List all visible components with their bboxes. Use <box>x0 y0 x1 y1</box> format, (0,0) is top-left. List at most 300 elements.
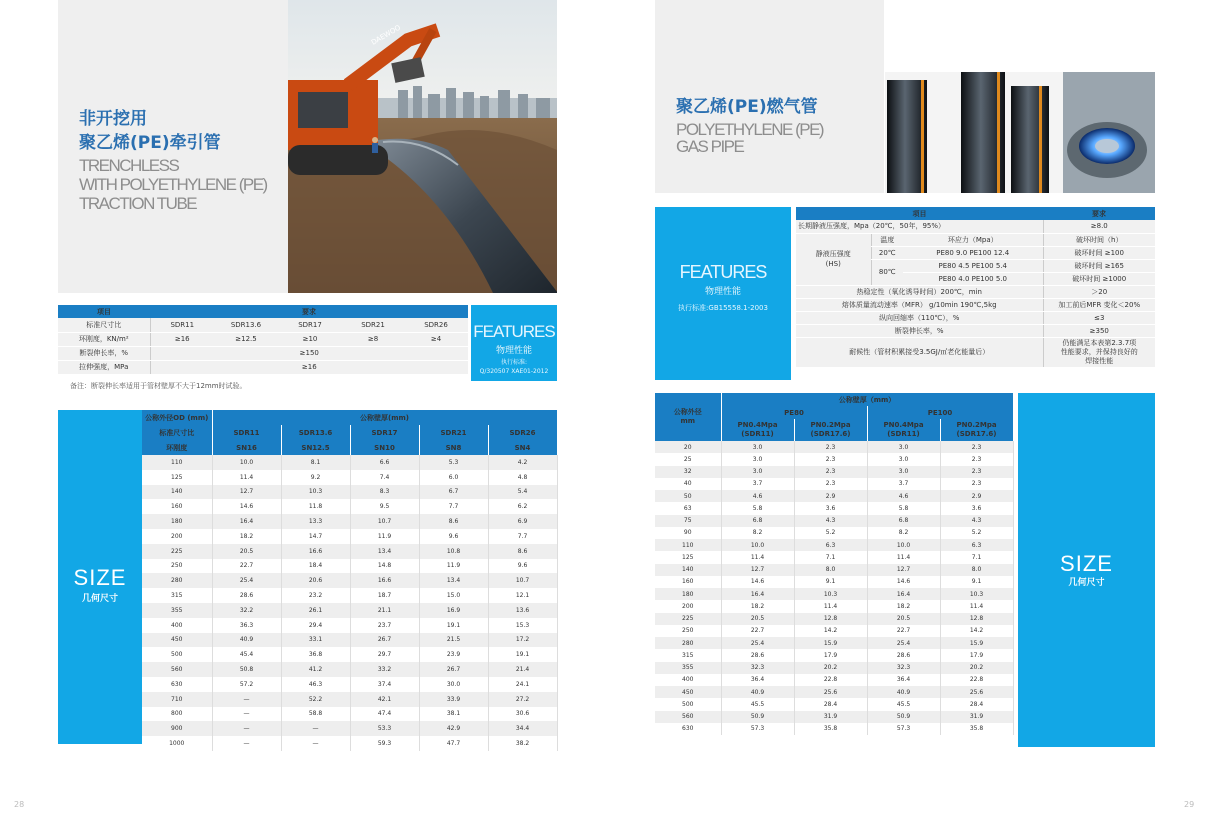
left-size-table-cell: 11.4 <box>212 470 281 485</box>
right-size-table-cell: 28.4 <box>940 698 1013 710</box>
left-size-table-row <box>142 662 557 677</box>
left-size-table-cell: 26.7 <box>419 662 488 677</box>
left-size-table-row <box>142 721 557 736</box>
left-size-table-cell: 15.0 <box>419 588 488 603</box>
right-size-sub <box>940 419 1013 441</box>
right-size-pe80: PE80 <box>721 406 867 419</box>
right-size-table-cell: 12.7 <box>867 564 940 576</box>
right-size-table-row <box>655 539 1013 551</box>
left-size-sn: SN8 <box>419 440 488 455</box>
right-size-table-row <box>655 441 1013 453</box>
right-size-table-cell: 280 <box>655 637 721 649</box>
right-feat-value: ≥8.0 <box>1043 220 1155 233</box>
left-size-table-row <box>142 485 557 500</box>
right-size-table-cell: 22.8 <box>794 674 867 686</box>
right-size-table-cell: 6.3 <box>794 539 867 551</box>
left-size-sn: SN4 <box>488 440 557 455</box>
right-feat-label: 断裂伸长率，% <box>796 324 1043 337</box>
right-size-table-cell: 4.3 <box>794 515 867 527</box>
right-size-table-cell: 40.9 <box>867 686 940 698</box>
right-size-sub-sdr: (SDR17.6) <box>956 430 997 438</box>
right-size-table-row <box>655 711 1013 723</box>
left-size-table-cell: 26.7 <box>350 633 419 648</box>
left-size-table-cell: 15.3 <box>488 618 557 633</box>
left-size-table-cell: 9.2 <box>281 470 350 485</box>
left-size-table-cell: 6.2 <box>488 499 557 514</box>
right-feat-t20: 20℃ <box>871 246 903 259</box>
right-feat-value: ≤3 <box>1043 311 1155 324</box>
left-size-sdr: SDR26 <box>488 425 557 440</box>
right-size-table-cell: 57.3 <box>721 723 794 735</box>
right-size-table-row <box>655 453 1013 465</box>
right-size-table-cell: 250 <box>655 625 721 637</box>
left-size-body <box>142 455 557 751</box>
left-title-en-3: TRACTION TUBE <box>79 194 197 213</box>
right-size-table-cell: 32.3 <box>721 662 794 674</box>
right-size-table-row <box>655 637 1013 649</box>
right-size-sub <box>794 419 867 441</box>
right-size-table-cell: 22.7 <box>867 625 940 637</box>
left-size-table-cell: 47.7 <box>419 736 488 751</box>
right-size-table-row <box>655 588 1013 600</box>
right-size-table-cell: 50 <box>655 490 721 502</box>
left-features-subtitle: 物理性能 <box>495 346 532 356</box>
left-size-table-cell: 22.7 <box>212 559 281 574</box>
right-size-table-cell: 10.3 <box>794 588 867 600</box>
left-size-title: SIZE <box>73 565 127 590</box>
right-feat-hs-label <box>796 233 871 285</box>
right-size-table-cell: 11.4 <box>794 600 867 612</box>
left-size-sdr: SDR11 <box>212 425 281 440</box>
left-title-cn-1: 非开挖用 <box>79 109 147 129</box>
left-size-table-cell: 13.4 <box>419 573 488 588</box>
left-page-number: 28 <box>14 800 25 809</box>
right-feat-weather-value <box>1043 337 1155 367</box>
right-size-table-cell: 75 <box>655 515 721 527</box>
left-size-table-cell: 17.2 <box>488 633 557 648</box>
left-size-table-cell: 47.4 <box>350 707 419 722</box>
right-feat-time-hdr: 破坏时间（h） <box>1043 233 1155 246</box>
right-size-table-cell: 10.0 <box>867 539 940 551</box>
left-size-table-cell: 400 <box>142 618 212 633</box>
right-feat-hdr-item: 项目 <box>912 209 927 218</box>
right-size-table-row <box>655 527 1013 539</box>
left-feat-cell: ≥8 <box>342 332 404 346</box>
right-feat-stress-hdr: 环应力（Mpa） <box>903 233 1043 246</box>
left-size-table-cell: 225 <box>142 544 212 559</box>
right-size-title: SIZE <box>1060 551 1113 576</box>
left-size-table-cell: 11.8 <box>281 499 350 514</box>
right-size-sub <box>721 419 794 441</box>
right-size-table-row <box>655 502 1013 514</box>
left-size-table-cell: 9.5 <box>350 499 419 514</box>
right-size-table-cell: 6.3 <box>940 539 1013 551</box>
right-feat-hs-label-1: 静液压强度 <box>815 250 851 258</box>
left-size-table-cell: 630 <box>142 677 212 692</box>
left-size-table-cell: 40.9 <box>212 633 281 648</box>
left-size-table-cell: 7.4 <box>350 470 419 485</box>
left-size-table-cell: 23.7 <box>350 618 419 633</box>
left-size-sn: SN10 <box>350 440 419 455</box>
right-size-hdr-od-1: 公称外径 <box>673 408 702 416</box>
right-size-table-cell: 14.6 <box>721 576 794 588</box>
left-size-table-cell: 500 <box>142 647 212 662</box>
left-size-table-cell: 37.4 <box>350 677 419 692</box>
right-size-table-cell: 8.0 <box>940 564 1013 576</box>
left-size-table-cell: 8.6 <box>488 544 557 559</box>
left-size-table-cell: 200 <box>142 529 212 544</box>
right-feat-h2: 破坏时间 ≥165 <box>1043 259 1155 272</box>
right-size-table-cell: 16.4 <box>721 588 794 600</box>
left-size-table-cell: 10.7 <box>350 514 419 529</box>
left-size-table-cell: 36.8 <box>281 647 350 662</box>
right-size-table-cell: 9.1 <box>940 576 1013 588</box>
right-feat-s1: PE80 9.0 PE100 12.4 <box>903 246 1043 259</box>
right-size-table-cell: 400 <box>655 674 721 686</box>
right-size-table-cell: 8.2 <box>721 527 794 539</box>
left-size-table-cell: 14.8 <box>350 559 419 574</box>
left-size-table-cell: 9.6 <box>488 559 557 574</box>
left-size-table-cell: 140 <box>142 485 212 500</box>
right-feat-t80: 80℃ <box>871 259 903 285</box>
right-size-table-cell: 3.7 <box>867 478 940 490</box>
left-features-note: 备注：断裂伸长率适用于管材壁厚不大于12mm时试验。 <box>70 382 247 390</box>
left-size-table-cell: 26.1 <box>281 603 350 618</box>
right-size-table-cell: 355 <box>655 662 721 674</box>
excavator-pipe-photo <box>288 0 557 293</box>
left-size-table-cell: 6.0 <box>419 470 488 485</box>
right-size-table-cell: 20.5 <box>721 613 794 625</box>
right-size-table-cell: 25.4 <box>721 637 794 649</box>
left-size-table-cell: 11.9 <box>419 559 488 574</box>
right-size-table-cell: 14.2 <box>794 625 867 637</box>
right-feat-label: 纵向回缩率（110℃），% <box>796 311 1043 324</box>
right-size-table-cell: 22.8 <box>940 674 1013 686</box>
left-title-en-1: TRENCHLESS <box>79 156 179 175</box>
right-size-table-cell: 630 <box>655 723 721 735</box>
right-size-table-row <box>655 466 1013 478</box>
right-size-table-cell: 31.9 <box>794 711 867 723</box>
right-size-table-cell: 35.8 <box>940 723 1013 735</box>
right-size-table-row <box>655 625 1013 637</box>
left-size-table-cell: 7.7 <box>488 529 557 544</box>
right-size-sub-pn: PN0.4Mpa <box>883 421 924 429</box>
right-feat-h3: 破坏时间 ≥1000 <box>1043 272 1155 285</box>
left-size-table-row <box>142 692 557 707</box>
left-size-table-cell: 16.6 <box>350 573 419 588</box>
right-size-table-cell: 125 <box>655 551 721 563</box>
right-size-table-cell: 2.3 <box>794 466 867 478</box>
right-size-table-cell: 3.0 <box>721 453 794 465</box>
right-size-table-row <box>655 723 1013 735</box>
left-size-table-cell: — <box>212 692 281 707</box>
right-size-table-cell: 500 <box>655 698 721 710</box>
right-size-table-row <box>655 698 1013 710</box>
right-size-table-cell: 5.8 <box>721 502 794 514</box>
right-features-title: FEATURES <box>679 262 767 282</box>
right-size-table-cell: 6.8 <box>867 515 940 527</box>
left-size-table-cell: 18.7 <box>350 588 419 603</box>
left-size-table-cell: 50.8 <box>212 662 281 677</box>
right-feat-weather-3: 焊接性能 <box>1085 356 1114 365</box>
right-size-hdr-wall: 公称壁厚（mm） <box>721 393 1013 406</box>
left-size-table-cell: 33.2 <box>350 662 419 677</box>
right-size-table-row <box>655 551 1013 563</box>
right-size-table-cell: 2.3 <box>940 478 1013 490</box>
right-size-table-cell: 25 <box>655 453 721 465</box>
right-feat-label: 熔体质量流动速率（MFR） g/10min 190℃,5kg <box>796 298 1043 311</box>
right-size-table-cell: 14.6 <box>867 576 940 588</box>
right-size-table-cell: 20.2 <box>940 662 1013 674</box>
left-size-sdr: SDR17 <box>350 425 419 440</box>
left-size-table-cell: 29.4 <box>281 618 350 633</box>
left-size-table-cell: 28.6 <box>212 588 281 603</box>
right-size-table-cell: 14.2 <box>940 625 1013 637</box>
right-size-table-cell: 16.4 <box>867 588 940 600</box>
left-size-table-cell: 53.3 <box>350 721 419 736</box>
left-size-table-row <box>142 618 557 633</box>
right-size-table-row <box>655 649 1013 661</box>
left-size-table-row <box>142 736 557 751</box>
right-feat-value: ＞20 <box>1043 285 1155 298</box>
right-size-table-cell: 140 <box>655 564 721 576</box>
left-size-table-row <box>142 470 557 485</box>
left-feat-label: 标准尺寸比 <box>58 318 150 332</box>
left-feat-cell: SDR21 <box>342 318 404 332</box>
right-feat-weather-2: 性能要求，并保持良好的 <box>1060 347 1138 356</box>
left-size-table-cell: 6.9 <box>488 514 557 529</box>
right-size-table-cell: 12.8 <box>940 613 1013 625</box>
left-size-table-cell: 42.9 <box>419 721 488 736</box>
left-size-table-cell: 27.2 <box>488 692 557 707</box>
right-size-table-cell: 3.0 <box>867 453 940 465</box>
left-size-table-cell: 34.4 <box>488 721 557 736</box>
right-size-table-cell: 20.2 <box>794 662 867 674</box>
left-size-table-cell: 1000 <box>142 736 212 751</box>
right-size-table-cell: 3.0 <box>867 466 940 478</box>
right-size-table-cell: 20.5 <box>867 613 940 625</box>
gas-pipe-photo <box>885 72 1155 193</box>
left-size-subtitle: 几何尺寸 <box>81 594 118 604</box>
right-size-table-cell: 57.3 <box>867 723 940 735</box>
right-size-table-row <box>655 613 1013 625</box>
left-size-table-cell: 41.2 <box>281 662 350 677</box>
right-size-table-cell: 450 <box>655 686 721 698</box>
right-title-en-1: POLYETHYLENE (PE) <box>676 120 824 139</box>
right-size-table-cell: 3.0 <box>721 441 794 453</box>
right-size-table-cell: 50.9 <box>721 711 794 723</box>
right-size-table-cell: 3.6 <box>794 502 867 514</box>
left-size-table-cell: 16.4 <box>212 514 281 529</box>
left-size-table-cell: 10.3 <box>281 485 350 500</box>
right-size-hdr-od-2: mm <box>680 417 696 425</box>
right-size-table-cell: 6.8 <box>721 515 794 527</box>
left-size-table-cell: 4.2 <box>488 455 557 470</box>
right-size-table-cell: 17.9 <box>794 649 867 661</box>
left-feat-cell: SDR26 <box>404 318 468 332</box>
left-size-table-cell: 23.2 <box>281 588 350 603</box>
right-size-table-cell: 40 <box>655 478 721 490</box>
right-size-table-cell: 63 <box>655 502 721 514</box>
right-page-number: 29 <box>1184 800 1195 809</box>
left-size-table-cell: — <box>281 736 350 751</box>
right-size-table-cell: 9.1 <box>794 576 867 588</box>
right-size-table-cell: 36.4 <box>721 674 794 686</box>
right-size-table-cell: 11.4 <box>940 600 1013 612</box>
left-feat-cell: ≥12.5 <box>214 332 278 346</box>
left-size-table-row <box>142 633 557 648</box>
left-size-table-cell: 52.2 <box>281 692 350 707</box>
right-feat-label: 耐候性（管材积累接受3.5GJ/㎡老化能量后） <box>796 337 1043 367</box>
left-size-table-cell: 33.1 <box>281 633 350 648</box>
left-size-hdr-od: 公称外径OD (mm) <box>142 410 212 425</box>
left-size-table-cell: 20.6 <box>281 573 350 588</box>
left-size-table-cell: 30.6 <box>488 707 557 722</box>
left-size-table-cell: 450 <box>142 633 212 648</box>
right-feat-h1: 破坏时间 ≥100 <box>1043 246 1155 259</box>
right-size-sub-pn: PN0.4Mpa <box>737 421 778 429</box>
left-size-table-cell: — <box>212 707 281 722</box>
left-title-cn-2: 聚乙烯(PE)牵引管 <box>79 133 221 153</box>
left-size-table-cell: 21.4 <box>488 662 557 677</box>
left-size-table-cell: 38.1 <box>419 707 488 722</box>
left-size-table-cell: 16.6 <box>281 544 350 559</box>
right-feat-hdr-req: 要求 <box>1092 209 1106 218</box>
right-size-table-cell: 11.4 <box>721 551 794 563</box>
right-size-table-row <box>655 600 1013 612</box>
right-size-table-cell: 4.3 <box>940 515 1013 527</box>
left-size-table-cell: 16.9 <box>419 603 488 618</box>
right-feat-weather-1: 仍能满足本表第2.3.7项 <box>1062 338 1137 347</box>
right-size-table-cell: 32.3 <box>867 662 940 674</box>
left-size-table-cell: 5.4 <box>488 485 557 500</box>
right-size-table-cell: 110 <box>655 539 721 551</box>
left-size-table-cell: 560 <box>142 662 212 677</box>
left-size-hdr-sdr: 标准尺寸比 <box>142 425 212 440</box>
left-size-table-cell: 24.1 <box>488 677 557 692</box>
right-size-table-cell: 160 <box>655 576 721 588</box>
right-size-table-cell: 315 <box>655 649 721 661</box>
right-size-table-row <box>655 686 1013 698</box>
left-size-table-cell: 10.7 <box>488 573 557 588</box>
left-size-table-cell: 5.3 <box>419 455 488 470</box>
left-size-table-cell: 900 <box>142 721 212 736</box>
right-size-table-cell: 2.3 <box>794 453 867 465</box>
right-size-table-cell: 10.0 <box>721 539 794 551</box>
right-size-pe100: PE100 <box>867 406 1013 419</box>
left-feat-cell: SDR13.6 <box>214 318 278 332</box>
left-feat-cell: ≥16 <box>150 332 214 346</box>
left-size-table-cell: 45.4 <box>212 647 281 662</box>
right-title-en-2: GAS PIPE <box>676 137 744 156</box>
right-size-table-cell: 5.8 <box>867 502 940 514</box>
left-size-table-cell: 29.7 <box>350 647 419 662</box>
right-size-table-cell: 2.3 <box>940 441 1013 453</box>
left-size-table-cell: 710 <box>142 692 212 707</box>
right-size-table-cell: 25.6 <box>940 686 1013 698</box>
right-size-sub-pn: PN0.2Mpa <box>956 421 997 429</box>
left-size-table-cell: — <box>281 721 350 736</box>
left-size-table-cell: 10.8 <box>419 544 488 559</box>
left-size-table-cell: 11.9 <box>350 529 419 544</box>
right-size-table-cell: 560 <box>655 711 721 723</box>
left-size-table-cell: 8.3 <box>350 485 419 500</box>
right-size-table-cell: 7.1 <box>794 551 867 563</box>
right-size-table-row <box>655 515 1013 527</box>
right-size-sub-sdr: (SDR11) <box>887 430 920 438</box>
left-size-table-cell: 180 <box>142 514 212 529</box>
left-size-sdr: SDR21 <box>419 425 488 440</box>
left-size-table-cell: 20.5 <box>212 544 281 559</box>
right-size-table-cell: 5.2 <box>940 527 1013 539</box>
left-size-table-cell: 160 <box>142 499 212 514</box>
left-size-table-cell: 19.1 <box>419 618 488 633</box>
left-size-table-cell: 32.2 <box>212 603 281 618</box>
right-feat-label: 热稳定性（氧化诱导时间）200℃，min <box>796 285 1043 298</box>
right-size-table-row <box>655 490 1013 502</box>
right-size-table-cell: 4.6 <box>721 490 794 502</box>
right-size-table-cell: 2.3 <box>794 441 867 453</box>
right-size-table-cell: 2.3 <box>794 478 867 490</box>
left-features-title: FEATURES <box>473 322 555 341</box>
right-size-table-cell: 45.5 <box>721 698 794 710</box>
left-size-table-cell: 7.7 <box>419 499 488 514</box>
left-size-table-cell: 10.0 <box>212 455 281 470</box>
left-title-en-2: WITH POLYETHYLENE (PE) <box>79 175 267 194</box>
left-size-table-cell: 21.1 <box>350 603 419 618</box>
right-size-table-cell: 225 <box>655 613 721 625</box>
left-size-table-cell: 30.0 <box>419 677 488 692</box>
right-size-sub-sdr: (SDR11) <box>741 430 774 438</box>
right-size-table-cell: 3.7 <box>721 478 794 490</box>
left-size-table-cell: 18.4 <box>281 559 350 574</box>
right-size-table-cell: 31.9 <box>940 711 1013 723</box>
right-size-sub-sdr: (SDR17.6) <box>810 430 851 438</box>
left-size-table-cell: 13.6 <box>488 603 557 618</box>
left-size-table-cell: 59.3 <box>350 736 419 751</box>
left-size-table-cell: 25.4 <box>212 573 281 588</box>
right-size-table-cell: 8.0 <box>794 564 867 576</box>
right-size-table-cell: 2.9 <box>794 490 867 502</box>
left-size-table-row <box>142 529 557 544</box>
left-features-std-label: 执行标准: <box>500 359 528 366</box>
right-size-table-cell: 28.4 <box>794 698 867 710</box>
left-size-table-cell: 4.8 <box>488 470 557 485</box>
left-size-table-cell: 58.8 <box>281 707 350 722</box>
left-size-table-cell: 12.7 <box>212 485 281 500</box>
left-size-table-cell: 38.2 <box>488 736 557 751</box>
right-size-table-cell: 45.5 <box>867 698 940 710</box>
right-feat-value: ≥350 <box>1043 324 1155 337</box>
right-size-table-cell: 35.8 <box>794 723 867 735</box>
right-feat-s3: PE80 4.0 PE100 5.0 <box>903 272 1043 285</box>
right-size-table-row <box>655 564 1013 576</box>
left-size-table-cell: — <box>212 721 281 736</box>
left-size-table-cell: 57.2 <box>212 677 281 692</box>
left-size-table-row <box>142 573 557 588</box>
left-size-hdr-wall: 公称壁厚(mm) <box>212 410 557 425</box>
left-size-table-cell: 6.6 <box>350 455 419 470</box>
right-size-table-cell: 36.4 <box>867 674 940 686</box>
left-size-table <box>142 410 558 751</box>
right-size-table-cell: 10.3 <box>940 588 1013 600</box>
left-size-table-cell: 42.1 <box>350 692 419 707</box>
left-feat-label: 拉伸强度，MPa <box>58 360 150 374</box>
left-size-table-cell: 19.1 <box>488 647 557 662</box>
right-feat-label: 长期静液压强度，Mpa（20℃，50年，95%） <box>796 220 1043 233</box>
left-features-table <box>58 305 468 375</box>
right-size-table-cell: 32 <box>655 466 721 478</box>
